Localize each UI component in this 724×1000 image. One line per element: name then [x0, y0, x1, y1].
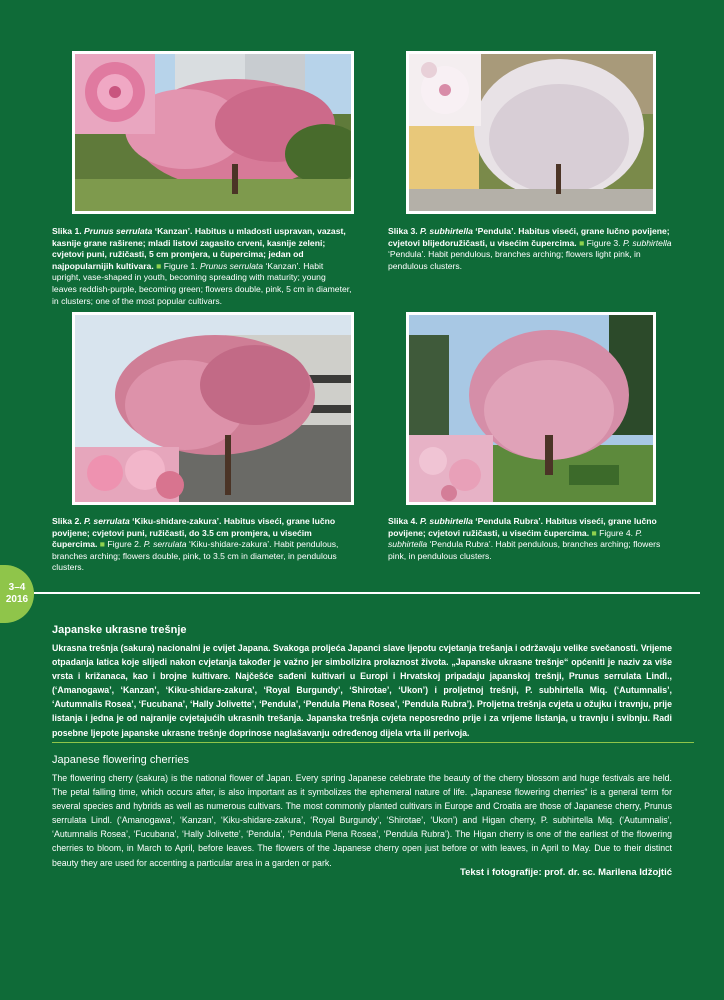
language-divider [52, 742, 694, 743]
caption-label: Slika 1. [52, 226, 82, 236]
caption-en-label: Figure 2. [107, 539, 142, 550]
caption-hr-text: Habitus viseći, grane lučno povijene; cvjetovi puni, ružičasti, do 3.5 cm promjera, u visećim čupercima. [52, 516, 336, 550]
caption-en-species: Prunus serrulata [200, 260, 264, 271]
issue-year: 2016 [5, 594, 29, 605]
author-credit: Tekst i fotografije: prof. dr. sc. Marilena Idžojtić [459, 867, 672, 878]
caption-en-text: ‘Kiku-shidare-zakura’. Habit pendulous, branches arching; flowers double, pink, to 3.5 cm in diameter, in pendulous clusters. [52, 539, 339, 573]
caption-species: Prunus serrulata [84, 226, 153, 236]
caption-figure-1: Slika 1. Prunus serrulata ‘Kanzan’. Habitus u mladosti uspravan, vazast, kasnije grane raširene; mladi listovi zagasito crveni, kasnije zeleni; cvjetovi puni, ružičasti, 5 cm promjera, u čupercima; jedan od najpopularnijih kultivara. ■ Figure 1. Prunus serrulata ‘Kanzan’. Habit upright, vase-shaped in youth, becoming spreading with maturity; young leaves reddish-purple, becoming green; flowers double, pink, 5 cm in diameter, in clusters; one of the most popular cultivars. [52, 226, 352, 306]
caption-en-species: P. subhirtella [388, 527, 643, 550]
caption-figure-2: Slika 2. P. serrulata ‘Kiku-shidare-zakura’. Habitus viseći, grane lučno povijene; cvjetovi puni, ružičasti, do 3.5 cm promjera, u visećim čupercima. ■ Figure 2. P. serrulata ‘Kiku-shidare-zakura’. Habit pendulous, branches arching; flowers double, pink, to 3.5 cm in diameter, in pendulous clusters. [52, 516, 339, 573]
caption-en-text: ‘Pendula’. Habit pendulous, branches arching; flowers light pink, in pendulous clusters. [388, 249, 641, 271]
caption-hr-text: Habitus viseći, grane lučno povijene; cvjetovi blijedoružičasti, u visećim čupercima. [388, 226, 670, 248]
photo-kiku-shidare-zakura [72, 312, 354, 505]
caption-label: Slika 2. [52, 516, 82, 526]
caption-en-species: P. serrulata [143, 539, 187, 550]
caption-en-label: Figure 3. [586, 237, 621, 248]
photo-pendula [406, 51, 656, 214]
caption-cultivar: ‘Pendula Rubra’. [475, 516, 544, 526]
photo-pendula-rubra [406, 312, 656, 505]
caption-hr-text: Habitus viseći, grane lučno povijene; cvjetovi ružičasti, u visećim čupercima. [388, 516, 657, 538]
caption-species: P. serrulata [84, 516, 130, 526]
caption-en-species: P. subhirtella [622, 237, 672, 248]
caption-figure-3: Slika 3. P. subhirtella ‘Pendula’. Habitus viseći, grane lučno povijene; cvjetovi blijedoružičasti, u visećim čupercima. ■ Figure 3. P. subhirtella ‘Pendula’. Habit pendulous, branches arching; flowers light pink, in pendulous clusters. [388, 226, 672, 271]
caption-cultivar: ‘Pendula’. [475, 226, 516, 236]
caption-hr-text: Habitus u mladosti uspravan, vazast, kasnije grane raširene; mladi listovi zagasito crveni, kasnije zeleni; cvjetovi puni, ružičasti, 5 cm promjera, u čupercima; jedan od najpopularnijih kultivara. [52, 226, 346, 271]
caption-label: Slika 4. [388, 516, 418, 526]
section-divider [34, 592, 700, 594]
caption-en-label: Figure 1. [163, 260, 198, 271]
hr-section-title: Japanske ukrasne trešnje [52, 624, 187, 636]
issue-number: 3–4 [8, 582, 26, 593]
caption-species: P. subhirtella [420, 516, 473, 526]
caption-en-label: Figure 4. [599, 527, 633, 538]
caption-cultivar: ‘Kanzan’. [154, 226, 193, 236]
caption-en-text: ‘Kanzan’. Habit upright, vase-shaped in youth, becoming spreading with maturity; young leaves reddish-purple, becoming green; flowers double, pink, 5 cm in diameter, in clusters; one of the most popular cultivars. [52, 260, 352, 306]
caption-cultivar: ‘Kiku-shidare-zakura’. [132, 516, 222, 526]
hr-section-body: Ukrasna trešnja (sakura) nacionalni je cvijet Japana. Svakoga proljeća Japanci slave ljepotu cvjetanja trešanja i održavaju velike svečanosti. Vrijeme otpadanja latica koje slijedi nakon cvjetanja također je važno jer simbolizira prolaznost života. „Japanske ukrasne trešnje“ općeniti je naziv za više vrsta i križanaca, kao i brojne kultivare. Najčešće sađeni kultivari u Europi i Hrvatskoj pripadaju japanskoj trešnji, Prunus serrulata Lindl., (‘Amanogawa’, ‘Kanzan’, ‘Kiku-shidare-zakura’, ‘Royal Burgundy’, ‘Shirotae’, ‘Ukon’) i proljetnoj trešnji, P. subhirtella Miq. (‘Autumnalis’, ‘Autumnalis Rosea’, ‘Fucubana’, ‘Hally Jolivette’, ‘Pendula’, ‘Pendula Plena Rosea’, ‘Pendula Rubra’). Proljetna trešnja cvjeta u ožujku i travnju, prije listanja i jedna je od najranije cvjetajućih ukrasnih trešanja. Japanska trešnja cvjeta neposredno prije i za vrijeme listanja, u travnju i svibnju. Radi posebne ljepote japanske ukrasne trešnje doprinose naglašavanju određenog dijela vrta ili perivoja. [52, 643, 672, 738]
en-section-body: The flowering cherry (sakura) is the national flower of Japan. Every spring Japanese celebrate the beauty of the cherry blossom and huge festivals are held. The petal falling time, which occurs after, is also important as it symbolizes the ephemeral nature of life. „Japanese flowering cherries“ is a general term for several species and hybrids as well as numerous cultivars. The most commonly planted cultivars in Europe and Croatia are those of Japanese cherry, Prunus serrulata Lindl. (‘Amanogawa’, ‘Kanzan’, ‘Kiku-shidare-zakura’, ‘Royal Burgundy’, ‘Shirotae’, ‘Ukon’) and Higan cherry, P. subhirtella Miq. (‘Autumnalis’, ‘Autumnalis Rosea’, ‘Fucubana’, ‘Hally Jolivette’, ‘Pendula’, ‘Pendula Plena Rosea’, ‘Pendula Rubra’). The Higan cherry is one of the earliest of the flowering cherries to bloom, in March to April, before leaves. The flowers of the Japanese cherry open just before or with leaves, in April to May. Due to their distinct beauty they are used for accenting a particular area in a garden or park. [52, 773, 672, 868]
caption-label: Slika 3. [388, 226, 418, 236]
caption-en-text: ‘Pendula Rubra’. Habit pendulous, branches arching; flowers pink, in pendulous clusters. [388, 539, 661, 561]
issue-badge [0, 565, 34, 623]
caption-species: P. subhirtella [420, 226, 473, 236]
photo-kanzan [72, 51, 354, 214]
en-section-title: Japanese flowering cherries [52, 754, 189, 766]
caption-figure-4: Slika 4. P. subhirtella ‘Pendula Rubra’. Habitus viseći, grane lučno povijene; cvjetovi ružičasti, u visećim čupercima. ■ Figure 4. P. subhirtella ‘Pendula Rubra’. Habit pendulous, branches arching; flowers pink, in pendulous clusters. [388, 516, 661, 561]
